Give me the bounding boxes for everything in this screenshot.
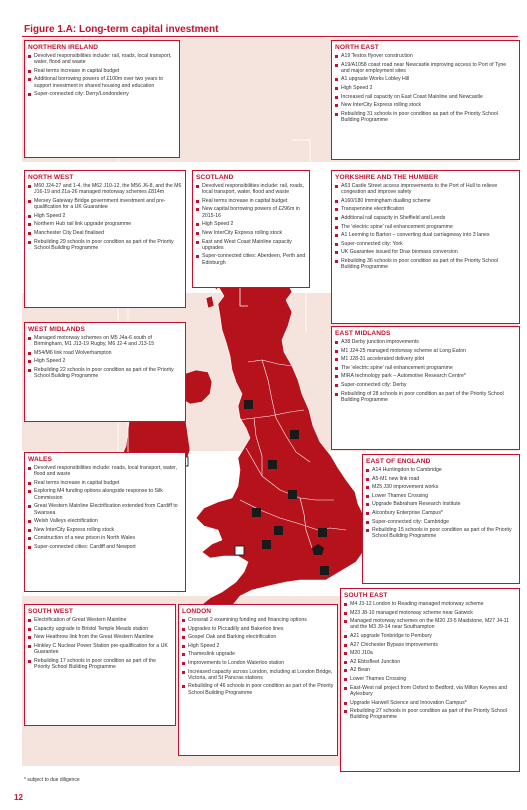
- list-item: A38 Derby junction improvements: [335, 339, 516, 345]
- list-item: A27 Chichester Bypass improvements: [344, 642, 516, 648]
- region-title: YORKSHIRE AND THE HUMBER: [335, 174, 439, 181]
- region-box-yorkshire: [331, 170, 520, 324]
- region-title: EAST OF ENGLAND: [366, 458, 431, 465]
- list-item: M23 J8-10 managed motorway scheme near Gatwick: [344, 610, 516, 616]
- list-item: A63 Castle Street access improvements to the Port of Hull to relieve congestion and improve safety: [335, 183, 516, 196]
- list-item: A1 Leeming to Barton – converting dual carriageway into 3 lanes: [335, 232, 516, 238]
- list-item: Real terms increase in capital budget: [196, 198, 306, 204]
- list-item: Super-connected city: Derry/Londonderry: [28, 91, 176, 97]
- list-item: Improvements to London Waterloo station: [182, 660, 334, 666]
- region-box-wales: [24, 452, 186, 592]
- marker-south-east: [320, 566, 329, 575]
- list-item: New capital borrowing powers of £296m in 2015-16: [196, 206, 306, 219]
- region-box-south-east: [340, 588, 520, 772]
- list-item: Rebuilding 22 schools in poor condition as part of the Priority School Building Programme: [28, 367, 182, 380]
- list-item: Increased rail capacity on East Coast Mainline and Newcastle: [335, 94, 516, 100]
- marker-north-west: [268, 460, 277, 469]
- list-item: Additional borrowing powers of £100m over two years to support investment in shared housing and education: [28, 76, 176, 89]
- list-item: Managed motorway schemes on M5 J4a-6 south of Birmingham, M1 J13-19 Rugby, M6 J2-4 and J13-15: [28, 335, 182, 348]
- region-title: SCOTLAND: [196, 174, 234, 181]
- region-box-north-west: [24, 170, 186, 308]
- region-box-london: [178, 604, 338, 756]
- list-item: M54/M6 link road Wolverhampton: [28, 350, 182, 356]
- footnote: * subject to due diligence: [24, 777, 80, 783]
- marker-north-east: [290, 430, 299, 439]
- marker-east-of-england: [318, 528, 327, 537]
- region-box-northern-ireland: [24, 40, 180, 158]
- region-title: LONDON: [182, 608, 212, 615]
- list-item: UK Guarantee issued for Drax biomass conversion: [335, 249, 516, 255]
- list-item: East-West rail project from Oxford to Bedford, via Milton Keynes and Aylesbury: [344, 685, 516, 698]
- list-item: Upgrade Harwell Science and Innovation Campus*: [344, 700, 516, 706]
- list-item: Crossrail 2 examining funding and financing options: [182, 617, 334, 623]
- list-item: A5-M1 new link road: [366, 476, 516, 482]
- list-item: New InterCity Express rolling stock: [28, 527, 182, 533]
- list-item: Rebuilding 36 schools in poor condition as part of the Priority School Building Programme: [335, 258, 516, 271]
- list-item: Rebuilding 31 schools in poor condition as part of the Priority School Building Programme: [335, 111, 516, 124]
- region-title: NORTH WEST: [28, 174, 74, 181]
- list-item: High Speed 2: [182, 643, 334, 649]
- list-item: High Speed 2: [28, 213, 182, 219]
- list-item: Real terms increase in capital budget: [28, 480, 182, 486]
- list-item: Real terms increase in capital budget: [28, 68, 176, 74]
- list-item: Lower Thames Crossing: [366, 493, 516, 499]
- list-item: A19/A1058 coast road near Newcastle improving access to Port of Tyne and major employment sites: [335, 62, 516, 75]
- list-item: Devolved responsibilities include: rail, roads, local transport, water, flood and waste: [196, 183, 306, 196]
- figure-title: Figure 1.A: Long-term capital investment: [24, 24, 219, 35]
- region-title: SOUTH EAST: [344, 592, 388, 599]
- list-item: Great Western Mainline Electrification extended from Cardiff to Swansea: [28, 503, 182, 516]
- list-item: Rebuilding of 46 schools in poor condition as part of the Priority School Building Programme: [182, 683, 334, 696]
- region-title: WALES: [28, 456, 52, 463]
- region-box-east-midlands: [331, 326, 520, 450]
- list-item: Gospel Oak and Barking electrification: [182, 634, 334, 640]
- list-item: Construction of a new prison in North Wales: [28, 535, 182, 541]
- list-item: The 'electric spine' rail enhancement programme: [335, 224, 516, 230]
- list-item: Rebuilding 29 schools in poor condition as part of the Priority School Building Programme: [28, 239, 182, 252]
- list-item: Lower Thames Crossing: [344, 676, 516, 682]
- list-item: A19 Testos flyover construction: [335, 53, 516, 59]
- marker-scotland: [244, 400, 253, 409]
- marker-west-midlands: [252, 508, 261, 517]
- region-box-south-west: [24, 604, 176, 726]
- region-box-north-east: [331, 40, 520, 160]
- list-item: Upgrades to Piccadilly and Bakerloo lines: [182, 626, 334, 632]
- list-item: A2 Bean: [344, 667, 516, 673]
- list-item: Rebuilding 15 schools in poor condition as part of the Priority School Building Programme: [366, 527, 516, 540]
- list-item: MIRA technology park – Automotive Research Centre*: [335, 373, 516, 379]
- list-item: New InterCity Express rolling stock: [335, 102, 516, 108]
- marker-south-west: [262, 540, 271, 549]
- region-title: NORTHERN IRELAND: [28, 44, 99, 51]
- list-item: Mersey Gateway Bridge government investment and pre-qualification for a UK Guarantee: [28, 198, 182, 211]
- page-number: 12: [14, 793, 23, 802]
- list-item: Hinkley C Nuclear Power Station pre-qualification for a UK Guarantee: [28, 643, 172, 656]
- list-item: M1 J24-25 managed motorway scheme at Long Eaton: [335, 348, 516, 354]
- list-item: Welsh Valleys electrification: [28, 518, 182, 524]
- region-title: WEST MIDLANDS: [28, 326, 85, 333]
- list-item: Super-connected city: Cambridge: [366, 519, 516, 525]
- list-item: New Heathrow link from the Great Western Mainline: [28, 634, 172, 640]
- list-item: Exploring M4 funding options alongside response to Silk Commission: [28, 488, 182, 501]
- region-title: SOUTH WEST: [28, 608, 73, 615]
- list-item: New InterCity Express rolling stock: [196, 230, 306, 236]
- list-item: A2 Ebbsfleet Junction: [344, 659, 516, 665]
- list-item: Alconbury Enterprise Campus*: [366, 510, 516, 516]
- list-item: Managed motorway schemes on the M20 J3-5 Maidstone, M27 J4-11 and the M3 J9-14 near Southampton: [344, 618, 516, 631]
- marker-yorkshire: [288, 490, 297, 499]
- list-item: The 'electric spine' rail enhancement programme: [335, 365, 516, 371]
- list-item: M20 J10a: [344, 650, 516, 656]
- list-item: Devolved responsibilities include: rail, roads, local transport, water, flood and waste: [28, 53, 176, 66]
- list-item: A21 upgrade Tonbridge to Pembury: [344, 633, 516, 639]
- list-item: East and West Coast Mainline capacity upgrades: [196, 239, 306, 252]
- list-item: High Speed 2: [335, 85, 516, 91]
- list-item: M1 J28-31 accelerated delivery pilot: [335, 356, 516, 362]
- list-item: Electrification of Great Western Mainline: [28, 617, 172, 623]
- region-title: NORTH EAST: [335, 44, 379, 51]
- marker-east-midlands: [274, 526, 283, 535]
- list-item: A1 upgrade Works Lobley Hill: [335, 76, 516, 82]
- list-item: A14 Huntingdon to Cambridge: [366, 467, 516, 473]
- region-box-east-of-england: [362, 454, 520, 584]
- list-item: Devolved responsibilities include: roads, local transport, water, flood and waste: [28, 465, 182, 478]
- region-box-scotland: [192, 170, 310, 288]
- marker-wales: [235, 546, 244, 555]
- list-item: Rebuilding 27 schools in poor condition as part of the Priority School Building Programme: [344, 708, 516, 721]
- list-item: Capacity upgrade to Bristol Temple Meads station: [28, 626, 172, 632]
- list-item: Upgrade Babraham Research Institute: [366, 501, 516, 507]
- list-item: M25 J30 improvement works: [366, 484, 516, 490]
- region-box-west-midlands: [24, 322, 186, 422]
- list-item: M4 J3-12 London to Reading managed motorway scheme: [344, 601, 516, 607]
- list-item: Rebuilding 17 schools in poor condition as part of the Priority School Building Programme: [28, 658, 172, 671]
- list-item: High Speed 2: [28, 358, 182, 364]
- list-item: Thameslink upgrade: [182, 651, 334, 657]
- list-item: Super-connected city: York: [335, 241, 516, 247]
- list-item: Increased capacity across London, including at London Bridge, Victoria, and St Pancras stations: [182, 669, 334, 682]
- list-item: Super-connected cities: Cardiff and Newport: [28, 544, 182, 550]
- list-item: Manchester City Deal finalised: [28, 230, 182, 236]
- list-item: A160/180 Immingham dualling scheme: [335, 198, 516, 204]
- list-item: Super-connected city: Derby: [335, 382, 516, 388]
- list-item: High Speed 2: [196, 221, 306, 227]
- list-item: Transpennine electrification: [335, 206, 516, 212]
- list-item: Super-connected cities: Aberdeen, Perth and Edinburgh: [196, 253, 306, 266]
- list-item: M60 J24-27 and 1-4, the M62 J10-12, the M56 J6-8, and the M6 J16-19 and 21a-26 managed motorway schemes £814m: [28, 183, 182, 196]
- list-item: Rebuilding of 28 schools in poor condition as part of the Priority School Building Programme: [335, 391, 516, 404]
- list-item: Northern Hub rail link upgrade programme: [28, 221, 182, 227]
- list-item: Additional rail capacity in Sheffield and Leeds: [335, 215, 516, 221]
- region-title: EAST MIDLANDS: [335, 330, 391, 337]
